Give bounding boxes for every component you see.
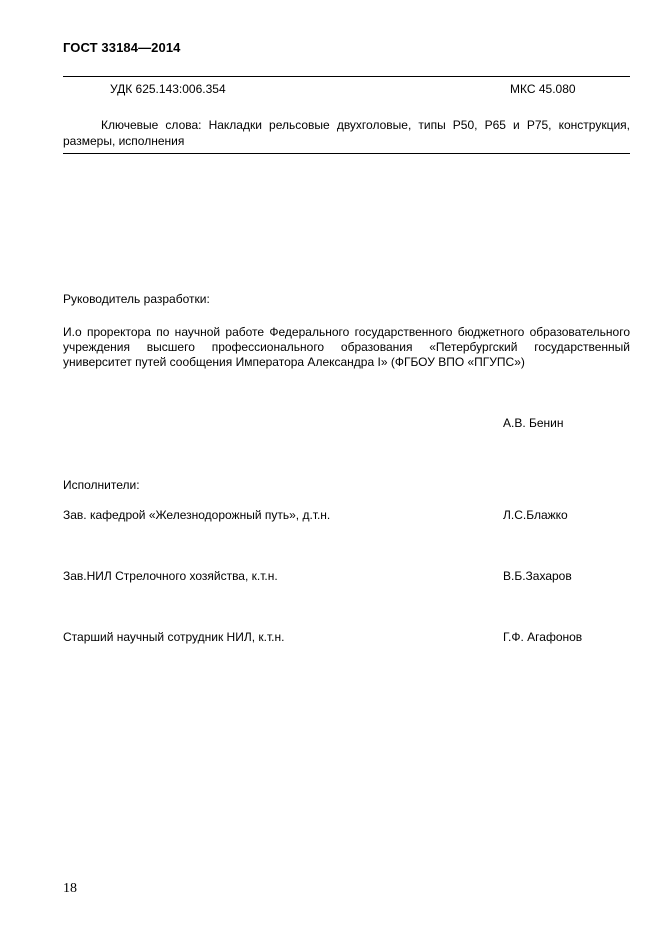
keywords-paragraph: Ключевые слова: Накладки рельсовые двухголовые, типы Р50, Р65 и Р75, конструкция, размеры, исполнения <box>63 118 630 148</box>
udk-code: УДК 625.143:006.354 <box>110 82 226 96</box>
performer-name: В.Б.Захаров <box>503 569 572 583</box>
performers-label: Исполнители: <box>63 478 140 492</box>
development-lead-description: И.о проректора по научной работе Федерального государственного бюджетного образовательного учреждения высшего профессионального образования «Петербургский государственный университет путей сообщения Императора Александра I» (ФГБОУ ВПО «ПГУПС») <box>63 325 630 369</box>
mks-code: МКС 45.080 <box>510 82 576 96</box>
performer-name: Л.С.Блажко <box>503 508 568 522</box>
development-lead-name: А.В. Бенин <box>503 416 564 430</box>
performer-role: Зав.НИЛ Стрелочного хозяйства, к.т.н. <box>63 569 278 583</box>
performer-role: Старший научный сотрудник НИЛ, к.т.н. <box>63 630 285 644</box>
development-lead-label: Руководитель разработки: <box>63 292 210 306</box>
bottom-rule <box>63 153 630 154</box>
page-number: 18 <box>63 881 77 896</box>
standard-code-header: ГОСТ 33184—2014 <box>63 40 181 55</box>
top-rule <box>63 76 630 77</box>
performer-name: Г.Ф. Агафонов <box>503 630 583 644</box>
performer-role: Зав. кафедрой «Железнодорожный путь», д.т.н. <box>63 508 331 522</box>
